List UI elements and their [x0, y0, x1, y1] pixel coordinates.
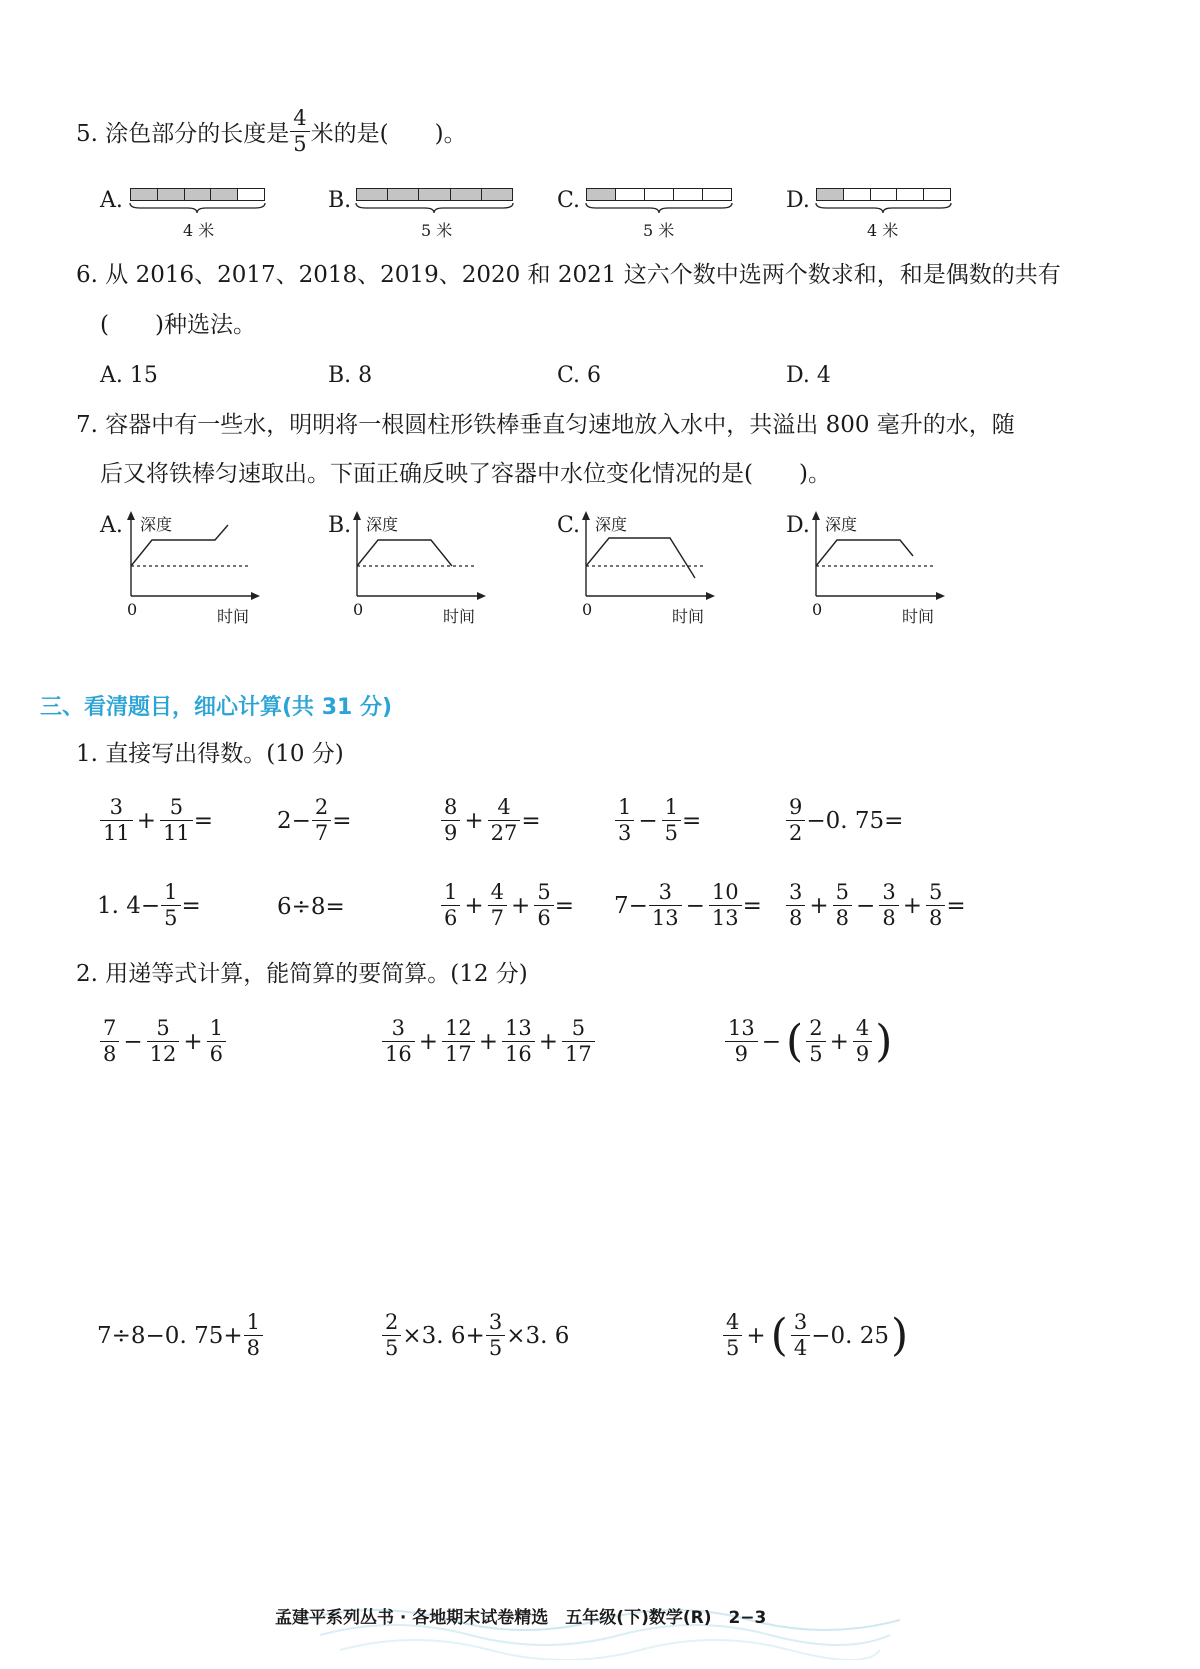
calc-expr-1: $\frac{3}{11}$ + $\frac{5}{11}$ =: [99, 797, 213, 844]
q5-option-d-bar: [816, 188, 951, 201]
calc-expr-7: 6÷8=: [277, 894, 345, 920]
q5-text-before: 5. 涂色部分的长度是: [76, 121, 290, 147]
calc-expr-8: $\frac{1}{6}$ + $\frac{4}{7}$ + $\frac{5}{6}$ =: [440, 882, 574, 929]
q7-graph-a-ylabel: 深度: [140, 515, 173, 534]
q7-graph-a-origin: 0: [127, 600, 138, 619]
q7-graph-d-label: D.: [786, 513, 810, 538]
q7-graph-b-origin: 0: [353, 600, 364, 619]
q5-option-d-label: D.: [786, 188, 810, 213]
q7-graph-c-ylabel: 深度: [595, 515, 628, 534]
step-calc-2: $\frac{3}{16}$ + $\frac{12}{17}$ + $\frac{13}{16}$ + $\frac{5}{17}$: [381, 1018, 596, 1065]
step-calc-5: $\frac{2}{5}$ ×3. 6+ $\frac{3}{5}$ ×3. 6: [381, 1312, 569, 1359]
q5-option-b-bar: [356, 188, 513, 201]
q5-option-c-length: 5 米: [643, 221, 675, 240]
q6-line2: ( )种选法。: [100, 312, 256, 338]
q5-option-b-brace: [354, 201, 515, 215]
step-calc-1: $\frac{7}{8}$ − $\frac{5}{12}$ + $\frac{1}{6}$: [99, 1018, 227, 1065]
q5-text-after: 米的是( )。: [310, 121, 467, 147]
q5-option-b-length: 5 米: [421, 221, 453, 240]
s3q1-title: 1. 直接写出得数。(10 分): [76, 741, 344, 767]
step-calc-6: $\frac{4}{5}$ + ( $\frac{3}{4}$ −0. 25 ): [722, 1312, 910, 1359]
q7-graph-c-origin: 0: [582, 600, 593, 619]
q5-option-d-length: 4 米: [867, 221, 899, 240]
calc-expr-2: 2− $\frac{2}{7}$ =: [277, 795, 352, 845]
calc-expr-5: $\frac{9}{2}$ −0. 75=: [785, 797, 903, 844]
q6-option-a: A. 15: [100, 363, 158, 388]
q7-graph-b-ylabel: 深度: [366, 515, 399, 534]
q5-option-a-bar: [130, 188, 265, 201]
calc-expr-10: $\frac{3}{8}$ + $\frac{5}{8}$ − $\frac{3}{8}$ + $\frac{5}{8}$ =: [785, 882, 966, 929]
q7-graph-d-xlabel: 时间: [902, 607, 935, 626]
q5-question: [76, 108, 467, 155]
q5-option-a-label: A.: [100, 188, 123, 213]
q5-option-c-bar: [586, 188, 732, 201]
calc-expr-6: 1. 4− $\frac{1}{5}$ =: [97, 880, 201, 930]
q5-option-a-brace: [128, 201, 267, 215]
calc-expr-3: $\frac{8}{9}$ + $\frac{4}{27}$ =: [440, 797, 541, 844]
q6-option-c: C. 6: [557, 363, 602, 388]
q7-graph-c-xlabel: 时间: [672, 607, 705, 626]
section3-title: 三、看清题目，细心计算(共 31 分): [40, 695, 393, 720]
s3q2-title: 2. 用递等式计算，能简算的要简算。(12 分): [76, 961, 528, 987]
q5-option-d-brace: [814, 201, 953, 215]
q5-option-c-brace: [584, 201, 734, 215]
q6-option-b: B. 8: [328, 363, 373, 388]
q7-graph-a-label: A.: [100, 513, 123, 538]
q7-graph-a-xlabel: 时间: [217, 607, 250, 626]
calc-expr-4: $\frac{1}{3}$ − $\frac{1}{5}$ =: [614, 797, 701, 844]
q5-option-a-length: 4 米: [183, 221, 215, 240]
q7-graph-d-origin: 0: [812, 600, 823, 619]
q7-graph-d-ylabel: 深度: [825, 515, 858, 534]
step-calc-4: 7÷8−0. 75+ $\frac{1}{8}$: [97, 1312, 264, 1359]
calc-expr-9: 7− $\frac{3}{13}$ − $\frac{10}{13}$ =: [614, 880, 762, 930]
q7-graph-c-label: C.: [557, 513, 581, 538]
q7-graph-b-xlabel: 时间: [443, 607, 476, 626]
q5-option-c-label: C.: [557, 188, 581, 213]
footer-text: 孟建平系列丛书 · 各地期末试卷精选 五年级(下)数学(R) 2−3: [275, 1608, 767, 1628]
q5-option-b-label: B.: [328, 188, 352, 213]
q5-fraction: $\frac{4}{5}$: [290, 108, 309, 155]
q7-line2: 后又将铁棒匀速取出。下面正确反映了容器中水位变化情况的是( )。: [100, 461, 831, 487]
q7-line1: 7. 容器中有一些水，明明将一根圆柱形铁棒垂直匀速地放入水中，共溢出 800 毫升的水，随: [76, 412, 1015, 438]
q6-line1: 6. 从 2016、2017、2018、2019、2020 和 2021 这六个数中选两个数求和，和是偶数的共有: [76, 262, 1061, 288]
q7-graph-b-label: B.: [328, 513, 352, 538]
step-calc-3: $\frac{13}{9}$ − ( $\frac{2}{5}$ + $\frac{4}{9}$ ): [724, 1018, 894, 1065]
q6-option-d: D. 4: [786, 363, 831, 388]
